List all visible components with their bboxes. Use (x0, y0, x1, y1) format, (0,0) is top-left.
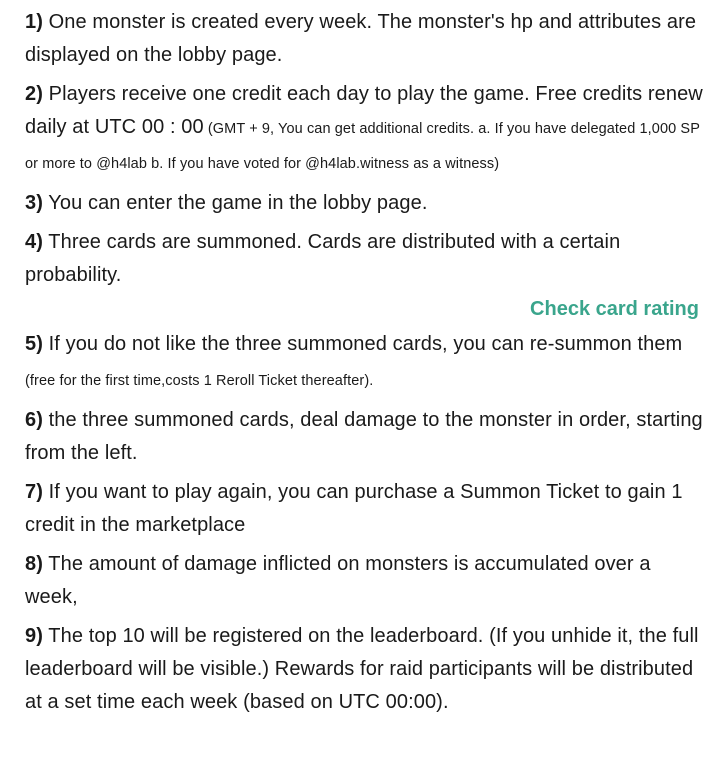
rule-number: 7) (25, 481, 43, 503)
rule-2 (25, 78, 705, 181)
rule-3 (25, 187, 705, 220)
rule-text: The amount of damage inflicted on monsters is accumulated over a week, (25, 553, 651, 608)
rule-9 (25, 620, 705, 719)
rule-number: 2) (25, 83, 43, 105)
rule-note: (free for the first time,costs 1 Reroll Ticket thereafter). (25, 373, 374, 389)
rule-text: If you do not like the three summoned cards, you can re-summon them (42, 333, 683, 355)
rule-text: The top 10 will be registered on the leaderboard. (If you unhide it, the full leaderboard will be visible.) Rewards for raid participants will be distributed at a set time each week (based on UTC 00:00). (25, 625, 699, 713)
check-card-rating-link[interactable]: Check card rating (530, 298, 699, 320)
rule-4 (25, 226, 705, 292)
rule-text: Three cards are summoned. Cards are distributed with a certain probability. (25, 231, 621, 286)
rule-number: 5) (25, 333, 43, 355)
rule-number: 3) (25, 192, 43, 214)
rule-note: (GMT + 9, You can get additional credits. a. If you have delegated 1,000 SP or more to @h4lab b. If you have voted for @h4lab.witness as a witness) (25, 121, 700, 172)
rule-1 (25, 6, 705, 72)
rule-7 (25, 476, 705, 542)
rule-number: 4) (25, 231, 43, 253)
rule-5 (25, 328, 705, 398)
rule-text: You can enter the game in the lobby page. (42, 192, 428, 214)
rule-text: One monster is created every week. The monster's hp and attributes are displayed on the lobby page. (25, 11, 697, 66)
rule-text: the three summoned cards, deal damage to the monster in order, starting from the left. (25, 409, 703, 464)
game-rules-list (25, 6, 705, 725)
rule-number: 9) (25, 625, 43, 647)
rule-text: If you want to play again, you can purchase a Summon Ticket to gain 1 credit in the marketplace (25, 481, 683, 536)
rule-6 (25, 404, 705, 470)
rule-text: Players receive one credit each day to play the game. Free credits renew daily at UTC 00 : 00 (25, 83, 703, 138)
rule-number: 8) (25, 553, 43, 575)
rule-8 (25, 548, 705, 614)
rule-number: 1) (25, 11, 43, 33)
rule-number: 6) (25, 409, 43, 431)
